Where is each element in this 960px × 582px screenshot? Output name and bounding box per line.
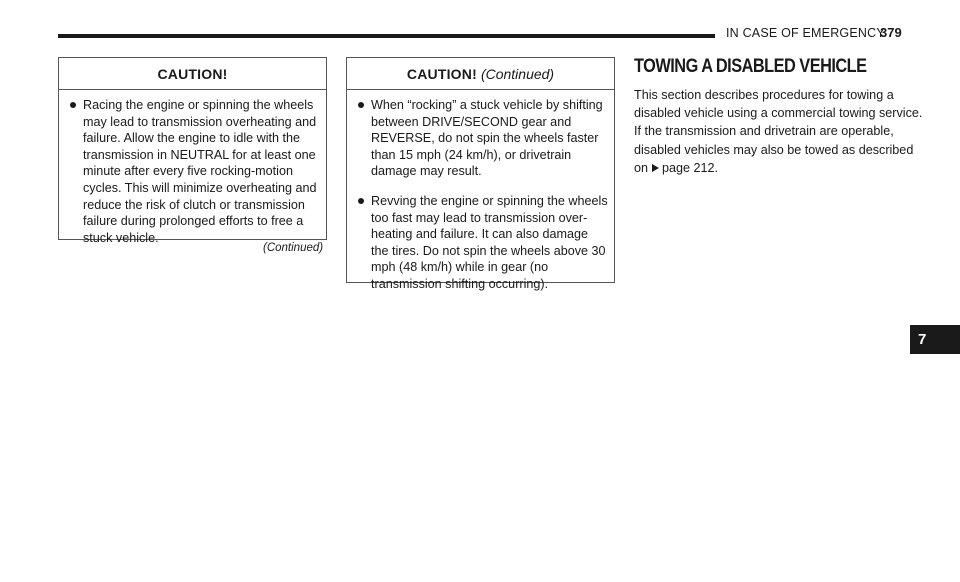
caution-heading-label: CAUTION! xyxy=(406,65,477,82)
section-body-text: This section describes procedures for towing a disabled vehicle using a commercial towing service. If the transmission and drivetrain are operable, disabled vehicles may also be towed as described on xyxy=(634,88,923,175)
page-reference-link[interactable]: page 212. xyxy=(662,160,719,175)
chapter-tab[interactable] xyxy=(910,325,960,354)
caution-heading xyxy=(59,58,326,90)
bullet-icon xyxy=(358,102,364,108)
caution-list-item xyxy=(353,97,608,180)
caution-heading xyxy=(347,58,614,90)
caution-item-text: Revving the engine or spinning the wheels too fast may lead to transmission over-heating and failure. It can also damage the tires. Do not spin the wheels above 30 mph (48 km/h) while in gear (no transmission shifting occurring). xyxy=(371,193,608,291)
caution-item-text: Racing the engine or spinning the wheels may lead to transmission overheating and failure. Allow the engine to idle with the transmission in NEUTRAL for at least one minute after every five rocking-motion cycles. This will minimize overheating and reduce the risk of clutch or transmission failure during prolonged efforts to free a stuck vehicle. xyxy=(83,98,317,245)
caution-heading-label: CAUTION! xyxy=(157,65,228,82)
header-rule xyxy=(58,34,715,38)
page-reference-arrow-icon xyxy=(652,164,659,172)
bullet-icon xyxy=(70,102,76,108)
caution-heading-continued: (Continued) xyxy=(480,65,555,82)
caution-list-item xyxy=(353,193,608,293)
caution-item-text: When “rocking” a stuck vehicle by shifting between DRIVE/SECOND gear and REVERSE, do not spin the wheels faster than 15 mph (24 km/h), or drivetrain damage may result. xyxy=(371,98,603,179)
caution-list xyxy=(347,90,614,293)
page-number: 379 xyxy=(880,25,902,40)
caution-box-left xyxy=(58,57,327,245)
caution-box-right xyxy=(346,57,615,291)
continued-label: (Continued) xyxy=(263,242,324,254)
running-header-title: IN CASE OF EMERGENCY xyxy=(726,26,885,40)
caution-list xyxy=(59,90,326,246)
bullet-icon xyxy=(358,198,364,204)
caution-list-item xyxy=(65,97,320,246)
section-title: TOWING A DISABLED VEHICLE xyxy=(634,56,867,77)
chapter-tab-number: 7 xyxy=(918,331,927,348)
section-body xyxy=(634,86,924,177)
